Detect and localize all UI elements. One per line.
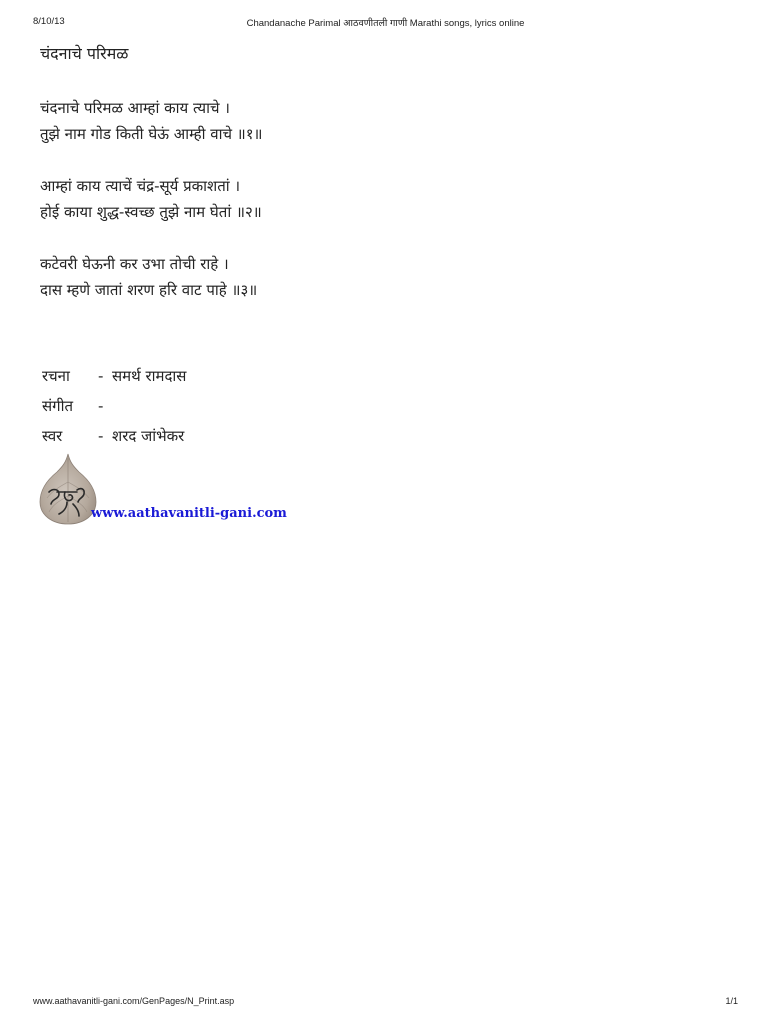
print-url: www.aathavanitli-gani.com/GenPages/N_Print.asp <box>33 996 235 1006</box>
lyric-line: दास म्हणे जातां शरण हरि वाट पाहे ॥३॥ <box>40 281 258 299</box>
credit-lyricist <box>42 361 186 391</box>
credit-value: समर्थ रामदास <box>112 367 187 385</box>
song-credits <box>42 361 186 451</box>
lyric-line: होई काया शुद्ध-स्वच्छ तुझे नाम घेतां ॥२॥ <box>40 203 262 221</box>
credit-singer <box>42 421 186 451</box>
print-page-title: Chandanache Parimal आठवणीतली गाणी Marathi songs, lyrics online <box>246 18 525 29</box>
lyric-line: आम्हां काय त्याचें चंद्र-सूर्य प्रकाशतां । <box>40 177 241 195</box>
stanza-2 <box>40 173 262 225</box>
credit-music <box>42 391 186 421</box>
credit-dash: - <box>98 427 104 445</box>
page-count: 1/1 <box>725 996 738 1006</box>
lyric-line: कटेवरी घेऊनी कर उभा तोची राहे । <box>40 255 229 273</box>
stanza-1 <box>40 95 263 147</box>
stanza-3 <box>40 251 257 303</box>
credit-label: संगीत <box>42 397 74 415</box>
song-title: चंदनाचे परिमळ <box>40 44 129 63</box>
print-header <box>33 16 738 30</box>
lyric-line: तुझे नाम गोड किती घेऊं आम्ही वाचे ॥१॥ <box>40 125 263 143</box>
print-date: 8/10/13 <box>33 16 65 27</box>
credit-label: रचना <box>42 367 70 385</box>
credit-label: स्वर <box>42 427 63 445</box>
peepal-leaf-logo-icon <box>37 452 99 526</box>
credit-dash: - <box>98 367 104 385</box>
lyric-line: चंदनाचे परिमळ आम्हां काय त्याचे । <box>40 99 230 117</box>
print-footer <box>33 996 738 1010</box>
site-link[interactable]: www.aathavanitli-gani.com <box>91 506 287 521</box>
credit-value: शरद जांभेकर <box>112 427 185 445</box>
credit-dash: - <box>98 397 104 415</box>
